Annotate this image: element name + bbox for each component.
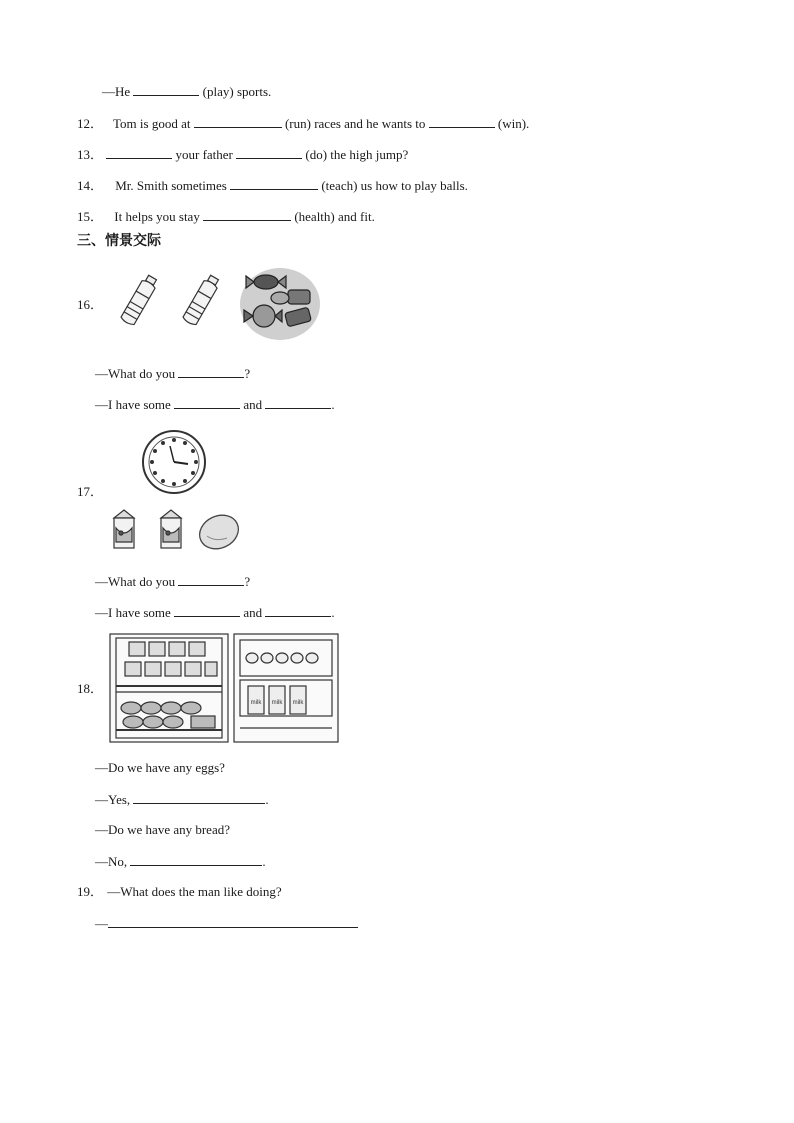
q14-text-a: Mr. Smith sometimes xyxy=(115,178,227,193)
question-number: 12． xyxy=(77,116,104,131)
q11-suffix: (play) sports. xyxy=(202,84,272,99)
q18-answer-1-text: —Yes, xyxy=(95,792,131,807)
q14-blank[interactable] xyxy=(230,177,318,190)
q17-ask-text: —What do you xyxy=(95,574,176,589)
q18-question-2: —Do we have any bread? xyxy=(95,822,230,837)
clock-icon xyxy=(140,428,208,496)
q18-answer-1 xyxy=(95,791,269,808)
question-16-number: 16． xyxy=(77,297,104,312)
question-14 xyxy=(77,177,468,194)
question-17-number: 17． xyxy=(77,484,104,499)
q17-ask-blank[interactable] xyxy=(178,573,244,586)
question-number: 14． xyxy=(77,178,104,193)
question-18-number: 18． xyxy=(77,681,104,696)
q19-answer-blank[interactable] xyxy=(108,915,358,928)
q17-answer-blank-1[interactable] xyxy=(174,604,240,617)
q16-ask-mark: ? xyxy=(244,366,251,381)
q16-answer-text: —I have some xyxy=(95,397,171,412)
question-15 xyxy=(77,208,375,225)
q16-answer-end: . xyxy=(331,397,335,412)
question-number: 15． xyxy=(77,209,104,224)
q12-text-c: (win). xyxy=(497,116,530,131)
q18-answer-2-text: —No, xyxy=(95,854,128,869)
q17-answer xyxy=(95,604,335,621)
candies-icon xyxy=(238,264,322,342)
question-number: 19． xyxy=(77,884,104,899)
q18-answer-1-blank[interactable] xyxy=(133,791,265,804)
q11-blank[interactable] xyxy=(133,83,199,96)
milk-carton-icon xyxy=(108,508,140,550)
q16-ask xyxy=(95,365,250,382)
question-number: 13． xyxy=(77,147,104,162)
q17-answer-end: . xyxy=(331,605,335,620)
section-title: 三、情景交际 xyxy=(77,233,161,249)
q16-answer-blank-2[interactable] xyxy=(265,396,331,409)
water-bottle-icon xyxy=(176,272,226,332)
q12-text-a: Tom is good at xyxy=(113,116,191,131)
water-bottle-icon xyxy=(114,272,164,332)
fridge-icon xyxy=(107,632,341,744)
milk-carton-icon xyxy=(155,508,187,550)
q15-text-b: (health) and fit. xyxy=(294,209,375,224)
q12-blank-2[interactable] xyxy=(429,115,495,128)
q13-text-b: (do) the high jump? xyxy=(305,147,409,162)
q16-answer-blank-1[interactable] xyxy=(174,396,240,409)
question-19 xyxy=(77,884,282,900)
q18-answer-2-end: . xyxy=(262,854,266,869)
q16-ask-blank[interactable] xyxy=(178,365,244,378)
q19-answer-prefix: — xyxy=(95,916,108,931)
q17-answer-text: —I have some xyxy=(95,605,171,620)
q16-answer xyxy=(95,396,335,413)
q18-question-1: —Do we have any eggs? xyxy=(95,760,225,775)
milk-carton-icon: milk xyxy=(271,700,283,706)
q16-ask-text: —What do you xyxy=(95,366,176,381)
q11-answer-line xyxy=(102,83,271,100)
q12-blank-1[interactable] xyxy=(194,115,282,128)
q12-text-b: (run) races and he wants to xyxy=(284,116,426,131)
q19-question-text: —What does the man like doing? xyxy=(107,884,282,899)
q18-answer-1-end: . xyxy=(265,792,269,807)
mango-icon xyxy=(197,510,243,552)
q18-answer-2 xyxy=(95,853,266,870)
q18-answer-2-blank[interactable] xyxy=(130,853,262,866)
q13-blank-2[interactable] xyxy=(236,146,302,159)
q14-text-b: (teach) us how to play balls. xyxy=(321,178,468,193)
q15-blank[interactable] xyxy=(203,208,291,221)
q16-answer-and: and xyxy=(243,397,263,412)
milk-carton-icon: milk xyxy=(292,700,304,706)
q17-ask xyxy=(95,573,250,590)
q11-prefix: —He xyxy=(102,84,131,99)
question-12 xyxy=(77,115,529,132)
q15-text-a: It helps you stay xyxy=(114,209,200,224)
q19-answer xyxy=(95,915,358,932)
q17-answer-and: and xyxy=(243,605,263,620)
q17-ask-mark: ? xyxy=(244,574,251,589)
q13-text-a: your father xyxy=(175,147,233,162)
q17-answer-blank-2[interactable] xyxy=(265,604,331,617)
q13-blank-1[interactable] xyxy=(106,146,172,159)
milk-carton-icon: milk xyxy=(250,700,262,706)
question-13 xyxy=(77,146,408,163)
